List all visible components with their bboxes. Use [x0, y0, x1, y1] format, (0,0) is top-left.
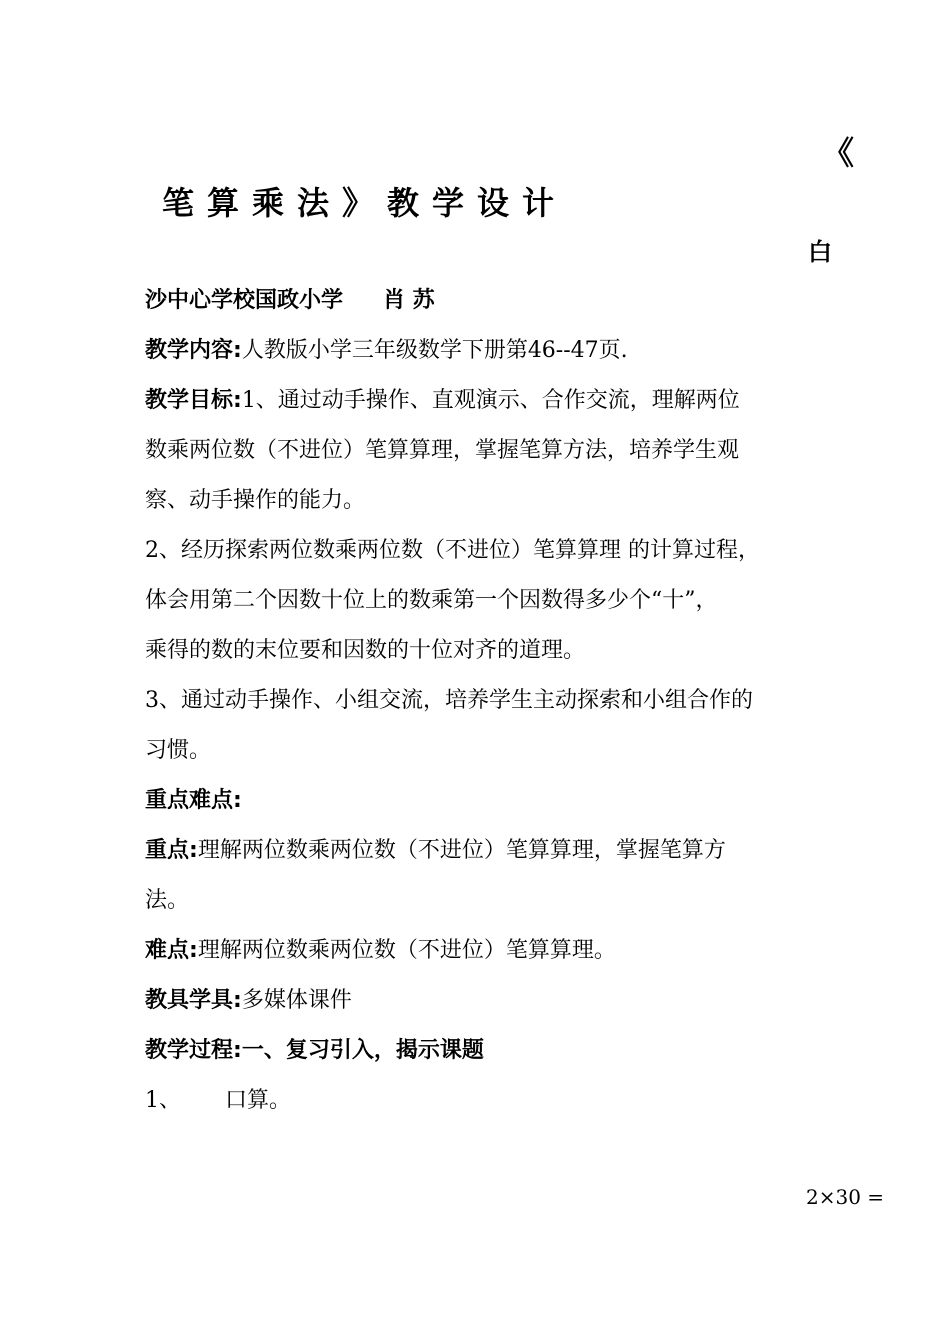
goals-line-5: 体会用第二个因数十位上的数乘第一个因数得多少个“十”， — [145, 588, 718, 613]
process-step: 一、复习引入，揭示课题 — [241, 1038, 484, 1063]
school-name: 沙中心学校国政小学 — [145, 288, 344, 313]
oral-calc-line — [145, 1086, 291, 1116]
goals-line-6: 乘得的数的末位要和因数的十位对齐的道理。 — [145, 638, 586, 663]
key-points-heading: 重点难点: — [145, 788, 242, 813]
goals-line-2: 数乘两位数（不进位）笔算算理，掌握笔算方法，培养学生观 — [145, 438, 740, 463]
focus-label: 重点: — [145, 838, 198, 863]
content-label: 教学内容: — [145, 338, 242, 363]
goals-line-8: 习惯。 — [145, 738, 212, 763]
goals-text-1: 1、通过动手操作、直观演示、合作交流，理解两位 — [241, 388, 740, 413]
author-name: 肖 苏 — [383, 288, 435, 313]
focus-text-1: 理解两位数乘两位数（不进位）笔算算理，掌握笔算方 — [197, 838, 726, 863]
focus-line-1 — [145, 836, 726, 866]
difficulty-text: 理解两位数乘两位数（不进位）笔算算理。 — [197, 938, 616, 963]
tools-line — [145, 986, 352, 1016]
author-surname: 白 — [808, 238, 832, 266]
math-expression: 2×30 = — [806, 1185, 885, 1209]
goals-line-1 — [145, 386, 740, 416]
goals-line-7: 3、通过动手操作、小组交流，培养学生主动探索和小组合作的 — [145, 688, 753, 713]
tools-text: 多媒体课件 — [241, 988, 352, 1013]
goals-line-4: 2、经历探索两位数乘两位数（不进位）笔算算理 的计算过程， — [145, 538, 760, 563]
goals-line-3: 察、动手操作的能力。 — [145, 488, 366, 513]
item-number: 1、 — [145, 1088, 181, 1113]
focus-line-2: 法。 — [145, 888, 190, 913]
content-line — [145, 336, 628, 366]
process-label: 教学过程: — [145, 1038, 242, 1063]
document-title: 笔算乘法》教学设计 — [162, 184, 568, 222]
school-line — [145, 286, 435, 316]
goals-label: 教学目标: — [145, 388, 242, 413]
difficulty-label: 难点: — [145, 938, 198, 963]
content-text: 人教版小学三年级数学下册第46--47页. — [241, 338, 628, 363]
difficulty-line — [145, 936, 616, 966]
tools-label: 教具学具: — [145, 988, 242, 1013]
title-open-bracket: 《 — [822, 134, 855, 172]
process-line — [145, 1036, 484, 1066]
item-text: 口算。 — [225, 1088, 292, 1113]
